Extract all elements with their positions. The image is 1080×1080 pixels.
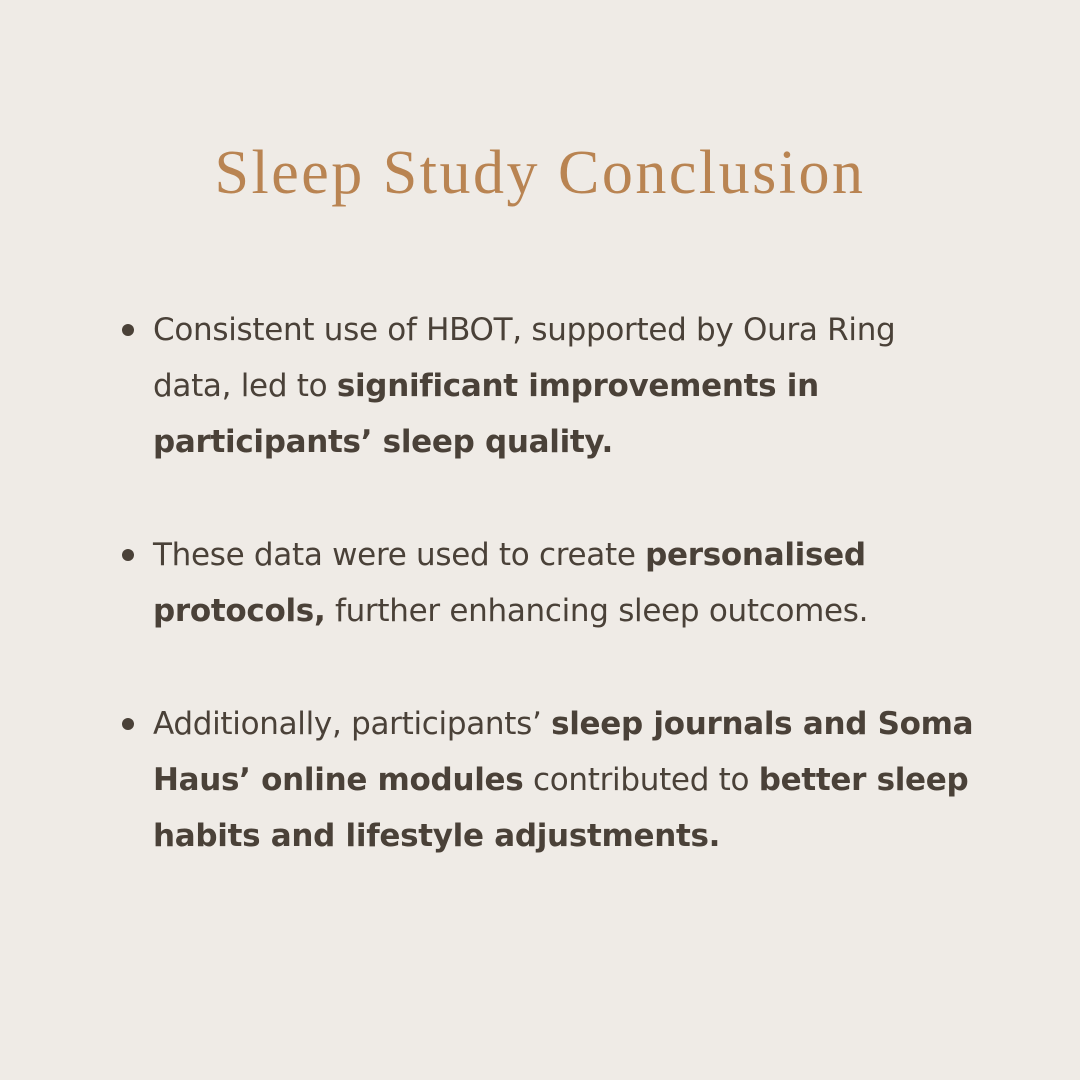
- bullet-text-segment: These data were used to create: [153, 537, 646, 573]
- bullet-dot-icon: [122, 549, 134, 561]
- bullet-item-personalised-protocols: [120, 527, 980, 639]
- page-title: Sleep Study Conclusion: [214, 139, 866, 207]
- conclusion-bullet-list: [120, 302, 980, 864]
- bullet-text-segment: further enhancing sleep outcomes.: [325, 593, 869, 629]
- bullet-text-segment: Additionally, participants’: [153, 706, 552, 742]
- bullet-bold-segment: better sleep habits and lifestyle adjustments.: [153, 762, 969, 854]
- bullet-bold-segment: personalised protocols,: [153, 537, 866, 629]
- bullet-text-segment: contributed to: [523, 762, 759, 798]
- bullet-item-hbot-results: [120, 302, 980, 470]
- bullet-text-segment: Consistent use of HBOT, supported by Oura Ring data, led to: [153, 312, 896, 404]
- bullet-bold-segment: significant improvements in participants’ sleep quality.: [153, 368, 819, 460]
- bullet-bold-segment: sleep journals and Soma Haus’ online modules: [153, 706, 974, 798]
- bullet-dot-icon: [122, 718, 134, 730]
- bullet-item-sleep-habits: [120, 696, 980, 864]
- bullet-dot-icon: [122, 324, 134, 336]
